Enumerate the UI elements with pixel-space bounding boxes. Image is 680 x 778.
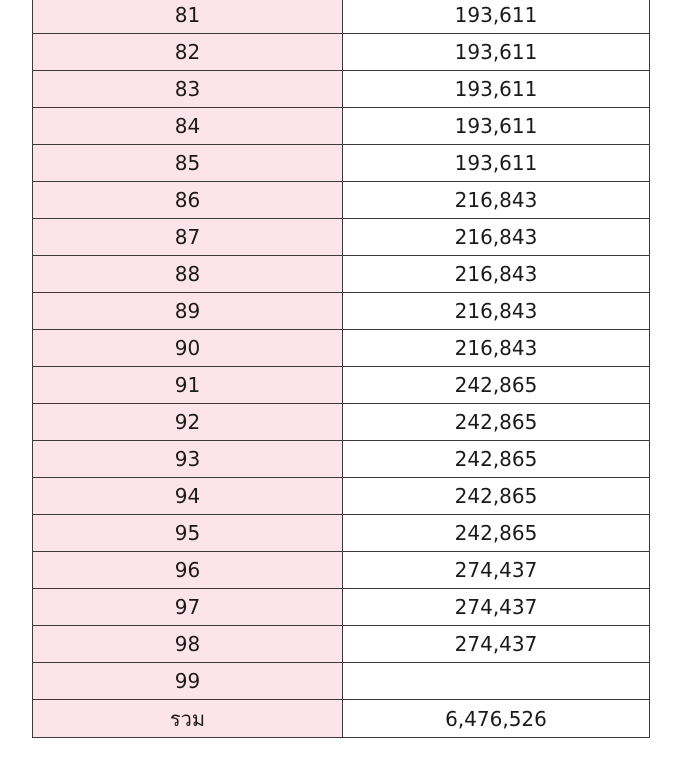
amount-cell: 216,843 (343, 182, 650, 219)
age-cell: 81 (33, 0, 343, 34)
age-cell: 97 (33, 589, 343, 626)
amount-cell: 216,843 (343, 256, 650, 293)
age-cell: 89 (33, 293, 343, 330)
total-label: รวม (33, 700, 343, 738)
amount-cell: 216,843 (343, 293, 650, 330)
table-row (33, 663, 650, 700)
amount-cell: 274,437 (343, 552, 650, 589)
age-cell: 96 (33, 552, 343, 589)
amount-cell: 193,611 (343, 145, 650, 182)
age-cell: 95 (33, 515, 343, 552)
age-cell: 93 (33, 441, 343, 478)
table-row (33, 34, 650, 71)
table-row (33, 441, 650, 478)
table-row (33, 293, 650, 330)
table-row (33, 404, 650, 441)
age-cell: 84 (33, 108, 343, 145)
amount-cell: 242,865 (343, 515, 650, 552)
table-body (33, 0, 650, 738)
amount-cell: 193,611 (343, 34, 650, 71)
age-cell: 94 (33, 478, 343, 515)
amount-cell: 242,865 (343, 367, 650, 404)
table-row (33, 589, 650, 626)
age-cell: 90 (33, 330, 343, 367)
age-cell: 91 (33, 367, 343, 404)
amount-table-container (32, 0, 649, 738)
age-cell: 83 (33, 71, 343, 108)
amount-cell: 242,865 (343, 441, 650, 478)
table-row (33, 219, 650, 256)
table-row (33, 478, 650, 515)
age-cell: 98 (33, 626, 343, 663)
amount-cell: 274,437 (343, 589, 650, 626)
amount-cell: 193,611 (343, 71, 650, 108)
amount-cell: 193,611 (343, 108, 650, 145)
table-row (33, 145, 650, 182)
age-cell: 99 (33, 663, 343, 700)
amount-cell: 242,865 (343, 478, 650, 515)
age-cell: 82 (33, 34, 343, 71)
amount-cell: 216,843 (343, 219, 650, 256)
total-amount: 6,476,526 (343, 700, 650, 738)
amount-cell: 274,437 (343, 626, 650, 663)
age-cell: 85 (33, 145, 343, 182)
amount-table (32, 0, 650, 738)
age-cell: 92 (33, 404, 343, 441)
amount-cell: 193,611 (343, 0, 650, 34)
table-row (33, 330, 650, 367)
amount-cell: 216,843 (343, 330, 650, 367)
table-row (33, 0, 650, 34)
amount-cell: 242,865 (343, 404, 650, 441)
age-cell: 86 (33, 182, 343, 219)
table-row (33, 108, 650, 145)
age-cell: 88 (33, 256, 343, 293)
age-cell: 87 (33, 219, 343, 256)
table-row (33, 71, 650, 108)
table-row (33, 256, 650, 293)
table-row (33, 182, 650, 219)
table-row (33, 367, 650, 404)
total-row (33, 700, 650, 738)
table-row (33, 552, 650, 589)
table-row (33, 626, 650, 663)
amount-cell (343, 663, 650, 700)
table-row (33, 515, 650, 552)
